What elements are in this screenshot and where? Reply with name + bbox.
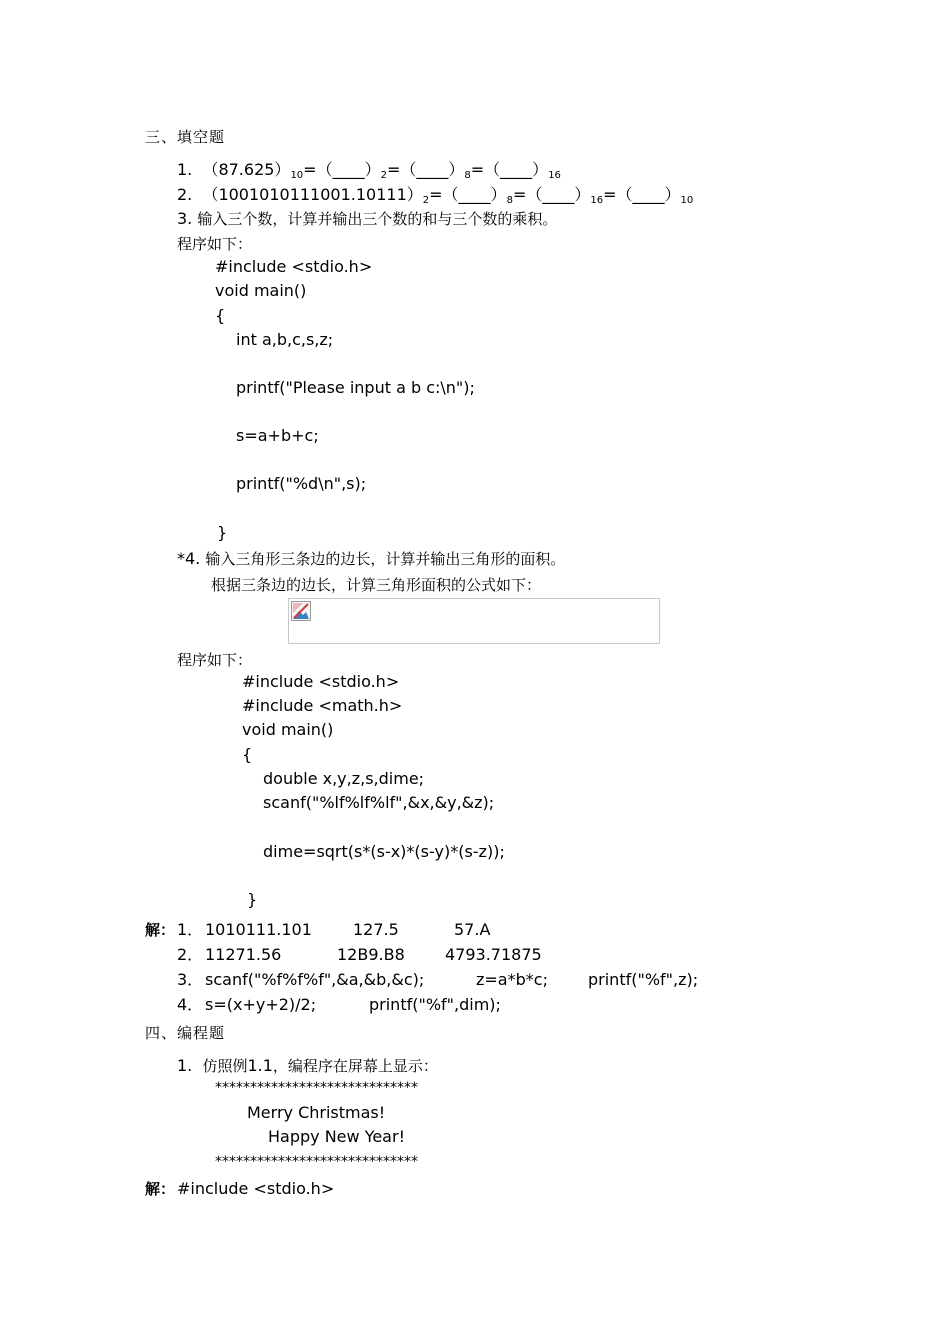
answer-cell: printf("%f",z); bbox=[588, 970, 699, 989]
q1-base16: 16 bbox=[548, 170, 561, 181]
q1-number: 1. bbox=[177, 160, 193, 179]
question-2 bbox=[177, 185, 693, 205]
answer-cell: 4793.71875 bbox=[445, 945, 542, 964]
q2-base10: 10 bbox=[680, 195, 694, 206]
q4-text: 输入三角形三条边的边长，计算并输出三角形的面积。 bbox=[205, 550, 566, 568]
answer-row-num: 2． bbox=[177, 945, 204, 964]
q2-value: （1001010111001.10111） bbox=[202, 185, 423, 204]
q2-base2: 2 bbox=[422, 195, 430, 206]
q3-code-line: } bbox=[217, 523, 228, 542]
answer-cell: 12B9.B8 bbox=[337, 945, 405, 964]
section4-answer-code: #include <stdio.h> bbox=[177, 1179, 335, 1198]
q2-blank-3: =（____） bbox=[603, 185, 681, 204]
answer-cell: s=(x+y+2)/2; bbox=[205, 995, 317, 1014]
q1-base8: 8 bbox=[464, 170, 471, 181]
section4-question-1 bbox=[177, 1056, 438, 1076]
stars-line-bottom: ***************************** bbox=[215, 1154, 418, 1170]
q3-code-line: printf("Please input a b c:\n"); bbox=[236, 378, 475, 397]
q3-text: 输入三个数，计算并输出三个数的和与三个数的乘积。 bbox=[197, 210, 558, 228]
q2-base8: 8 bbox=[506, 195, 513, 206]
answer-cell: 57.A bbox=[454, 920, 491, 939]
q3-code-line: s=a+b+c; bbox=[236, 426, 319, 445]
answer-row-num: 3． bbox=[177, 970, 204, 989]
q1-blank-1: =（____） bbox=[303, 160, 381, 179]
q3-code-line: int a,b,c,s,z; bbox=[236, 330, 334, 349]
answer-row-num: 1． bbox=[177, 920, 204, 939]
s4-q1-number: 1. bbox=[177, 1056, 193, 1075]
question-4 bbox=[177, 549, 565, 569]
q4-code-line: scanf("%lf%lf%lf",&x,&y,&z); bbox=[263, 793, 495, 812]
s4-q1-text-a: 仿照例 bbox=[202, 1057, 248, 1075]
answer-cell: 127.5 bbox=[353, 920, 399, 939]
q4-code-line: void main() bbox=[242, 720, 334, 739]
q4-code-line: #include <math.h> bbox=[242, 696, 403, 715]
q4-program-label: 程序如下： bbox=[177, 651, 253, 669]
q4-code-line: { bbox=[242, 745, 253, 764]
answer-cell: z=a*b*c; bbox=[476, 970, 548, 989]
output-line-2: Happy New Year! bbox=[268, 1127, 405, 1146]
output-line-1: Merry Christmas! bbox=[247, 1103, 386, 1122]
q1-base2: 2 bbox=[380, 170, 387, 181]
question-1 bbox=[177, 160, 561, 180]
q3-number: 3. bbox=[177, 209, 193, 228]
q3-code-line: #include <stdio.h> bbox=[215, 257, 373, 276]
answer-label: 解： bbox=[145, 921, 176, 939]
answer-cell: 11271.56 bbox=[205, 945, 282, 964]
answer-cell: scanf("%f%f%f",&a,&b,&c); bbox=[205, 970, 425, 989]
q4-code-line: } bbox=[247, 890, 258, 909]
q1-blank-3: =（____） bbox=[470, 160, 549, 179]
answer-cell: 1010111.101 bbox=[205, 920, 312, 939]
answer-row-num: 4． bbox=[177, 995, 204, 1014]
question-3 bbox=[177, 209, 557, 229]
q2-blank-1: =（____） bbox=[429, 185, 507, 204]
q3-code-line: void main() bbox=[215, 281, 307, 300]
q3-code-line: printf("%d\n",s); bbox=[236, 474, 367, 493]
q3-program-label: 程序如下： bbox=[177, 235, 253, 253]
q1-value: （87.625） bbox=[202, 160, 291, 179]
s4-q1-text-c: ，编程序在屏幕上显示： bbox=[272, 1057, 438, 1075]
stars-line-top: ***************************** bbox=[215, 1080, 418, 1096]
section3-heading: 三、填空题 bbox=[145, 128, 226, 146]
q2-number: 2. bbox=[177, 185, 193, 204]
section4-heading: 四、编程题 bbox=[145, 1024, 226, 1042]
q1-base10: 10 bbox=[290, 170, 304, 181]
q4-number: *4. bbox=[177, 549, 201, 568]
q4-formula-intro: 根据三条边的边长，计算三角形面积的公式如下： bbox=[211, 576, 542, 594]
q4-code-line: dime=sqrt(s*(s-x)*(s-y)*(s-z)); bbox=[263, 842, 505, 861]
broken-image-icon bbox=[291, 601, 311, 625]
answer-cell: printf("%f",dim); bbox=[369, 995, 501, 1014]
formula-image bbox=[288, 598, 660, 644]
s4-q1-text-b: 1.1 bbox=[247, 1056, 273, 1075]
q3-code-line: { bbox=[215, 306, 226, 325]
q4-code-line: #include <stdio.h> bbox=[242, 672, 400, 691]
q1-blank-2: =（____） bbox=[386, 160, 465, 179]
q4-code-line: double x,y,z,s,dime; bbox=[263, 769, 425, 788]
q2-base16: 16 bbox=[590, 195, 604, 206]
section4-answer-label: 解： bbox=[145, 1180, 176, 1198]
q2-blank-2: =（____） bbox=[512, 185, 591, 204]
